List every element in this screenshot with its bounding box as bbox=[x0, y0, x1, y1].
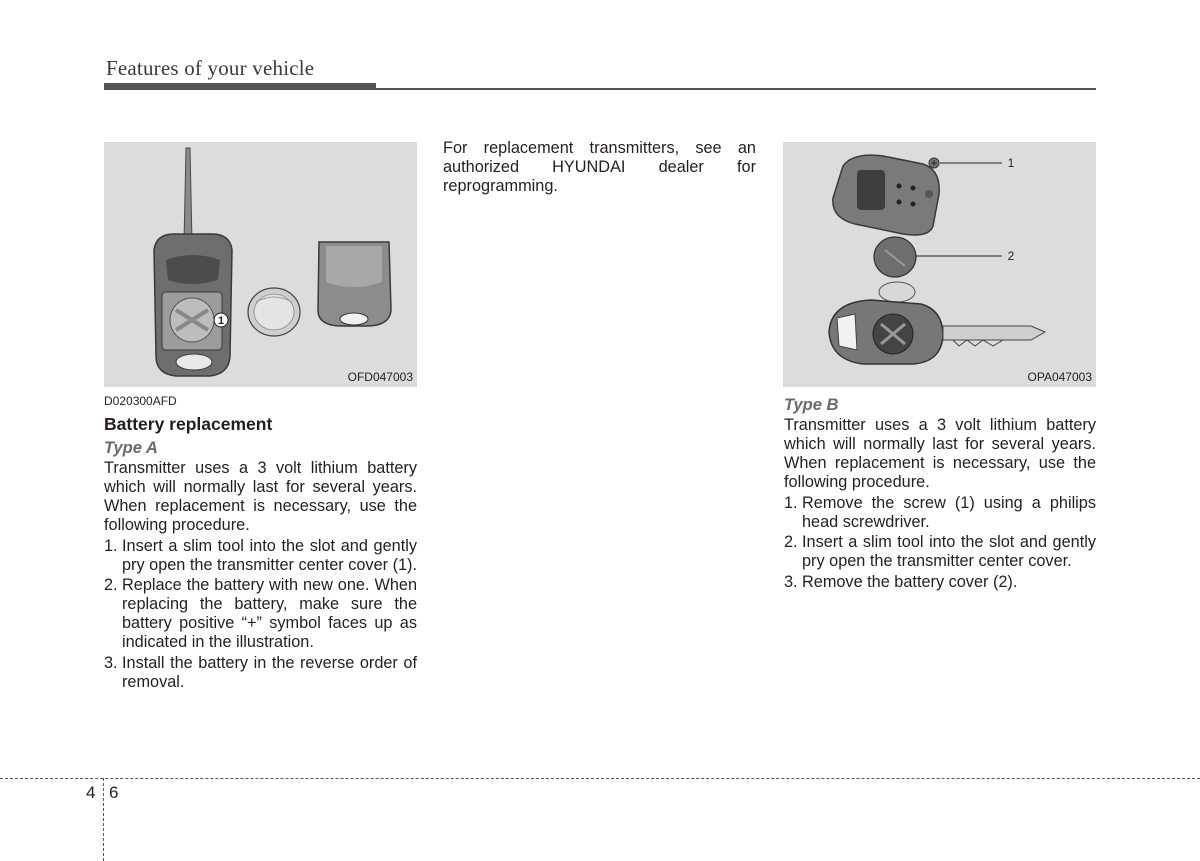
step-number: 2. bbox=[104, 576, 118, 595]
left-column bbox=[104, 394, 417, 692]
figure-type-a-illustration bbox=[104, 142, 417, 387]
step-number: 3. bbox=[104, 654, 118, 673]
remote-key-illustration bbox=[783, 142, 1096, 387]
section-heading: Battery replacement bbox=[104, 414, 273, 434]
figure-b-code: OPA047003 bbox=[1027, 370, 1092, 384]
replacement-transmitter-note: For replacement transmitters, see an authorized HYUNDAI dealer for reprogramming. bbox=[443, 139, 756, 195]
type-a-intro: Transmitter uses a 3 volt lithium battery which will normally last for several years. When replacement is necessary, use the following procedure. bbox=[104, 459, 417, 534]
type-a-step bbox=[104, 654, 417, 692]
figure-a-callout-1: 1 bbox=[217, 315, 225, 327]
step-number: 1. bbox=[784, 493, 798, 512]
step-text: Replace the battery with new one. When replacing the battery, make sure the battery positive “+” symbol faces up as indicated in the illustration. bbox=[122, 576, 417, 652]
step-text: Install the battery in the reverse order of removal. bbox=[122, 654, 417, 691]
right-column bbox=[784, 395, 1096, 592]
figure-b-callout-1: 1 bbox=[1007, 156, 1015, 170]
page-header-title: Features of your vehicle bbox=[106, 56, 315, 80]
type-b-step bbox=[784, 573, 1096, 592]
footer-divider bbox=[103, 778, 104, 861]
step-text: Insert a slim tool into the slot and gently pry open the transmitter center cover. bbox=[802, 533, 1096, 571]
type-b-step bbox=[784, 533, 1096, 571]
step-text: Remove the screw (1) using a philips head screwdriver. bbox=[802, 493, 1096, 531]
type-b-step bbox=[784, 494, 1096, 532]
header-rule-thick bbox=[104, 83, 376, 90]
chapter-number: 4 bbox=[86, 783, 96, 802]
figure-a-code: OFD047003 bbox=[347, 370, 413, 384]
page-number: 6 bbox=[109, 783, 119, 802]
step-number: 1. bbox=[104, 536, 118, 555]
middle-column bbox=[443, 139, 756, 196]
footer-rule bbox=[0, 778, 1200, 779]
flip-key-illustration bbox=[104, 142, 417, 387]
step-number: 3. bbox=[784, 573, 798, 592]
type-b-intro: Transmitter uses a 3 volt lithium battery which will normally last for several years. When replacement is necessary, use the following procedure. bbox=[784, 416, 1096, 491]
document-id: D020300AFD bbox=[104, 394, 177, 408]
header-rule-thin bbox=[376, 88, 1096, 90]
step-number: 2. bbox=[784, 533, 798, 552]
step-text: Remove the battery cover (2). bbox=[802, 573, 1018, 592]
figure-b-callout-2: 2 bbox=[1007, 249, 1015, 263]
type-b-label: Type B bbox=[784, 396, 839, 414]
type-a-label: Type A bbox=[104, 439, 158, 457]
figure-type-b-illustration bbox=[783, 142, 1096, 387]
type-a-step bbox=[104, 576, 417, 652]
step-text: Insert a slim tool into the slot and gently pry open the transmitter center cover (1). bbox=[122, 536, 417, 574]
type-a-step bbox=[104, 537, 417, 575]
